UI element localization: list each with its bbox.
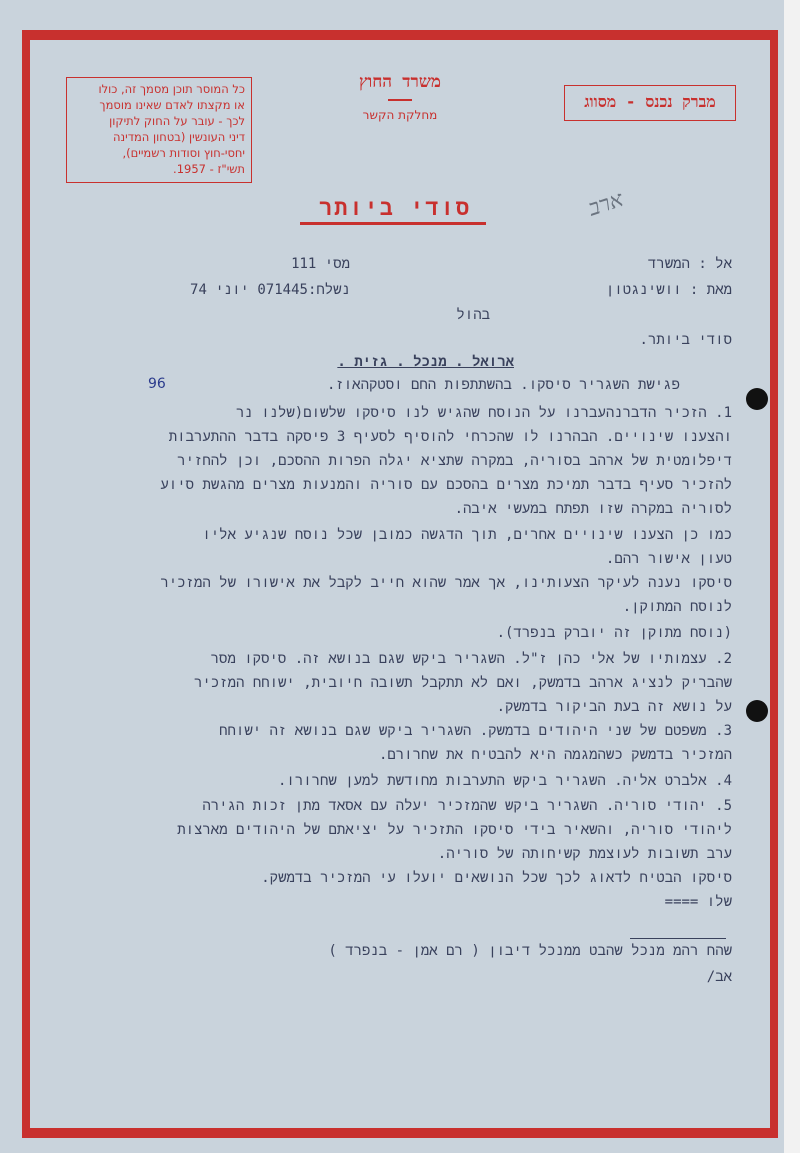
classification-underline	[300, 222, 486, 225]
legal-notice-line: או מקצתו לאדם שאינו מוסמך	[99, 98, 245, 112]
ministry-title: משרד החוץ	[359, 72, 441, 92]
body-line: ערב תשובות לעוצמת קשיחותה של סוריה.	[437, 846, 732, 862]
addressees: ארואל . מנכל . גזית .	[337, 354, 514, 370]
urgency-label: בהול	[456, 307, 490, 323]
body-line: שלו ====	[664, 894, 732, 910]
body-line: והצענו שינויים. הבהרנו לו שהכרחי להוסיף לסעיף 3 פיסקה בדבר ההתערבות	[168, 429, 732, 445]
body-line: 5. יהודי סוריה. השגריר ביקש שהמזכיר יעלה עם אסאד מתן זכות הגירה	[202, 798, 732, 814]
body-line: סיסקו הבטיח לדאוג לכך שכל הנושאים יועלו עי המזכיר בדמשק.	[261, 870, 732, 886]
legal-notice-line: תשי"ז - 1957.	[173, 162, 245, 176]
body-line: להזכיר סעיף בדבר תמיכת מצרים בהסכם עם סוריה והמנעות מצרים מהגשת סיוע	[160, 477, 732, 493]
sent-timestamp: נשלח:071445 יוני 74	[190, 282, 350, 298]
body-line: ליהודי סוריה, והשאיר בידי סיסקו התזכיר על יציאתם של היהודים מארצות	[177, 822, 732, 838]
distribution-line: שהח רהמ מנכל שהבט ממנכל דיבון ( רם אמן - בנפרד )	[328, 943, 732, 959]
legal-notice-line: יחסי-חוץ וסודות רשמיים),	[122, 146, 245, 160]
ministry-rule	[388, 99, 412, 101]
signature-rule	[630, 938, 726, 939]
body-line: (נוסח מתוקן זה יוברק בנפרד).	[496, 625, 732, 641]
body-line: פגישת השגריר סיסקו. בהשתתפות החם וסטקהאוז.	[326, 377, 680, 393]
handwritten-number: 96	[148, 376, 166, 392]
page-edge	[784, 0, 800, 1153]
frame-right	[770, 30, 778, 1138]
body-line: לסוריה במקרה שזו תפתח במעשי איבה.	[454, 501, 732, 517]
frame-bottom	[22, 1128, 778, 1138]
frame-left	[22, 30, 30, 1138]
department-label: מחלקת הקשר	[362, 108, 438, 122]
body-line: כמו כן הצענו שינויים אחרים, תוך הדגשה כמובן שכל נוסח שנגיע אליו	[202, 527, 732, 543]
message-number: מסי 111	[291, 256, 350, 272]
handwritten-note: ארב	[585, 187, 627, 222]
legal-notice-box	[66, 77, 252, 183]
body-line: לנוסח המתוקן.	[622, 599, 732, 615]
body-line: סיסקו נענה לעיקר הצעותינו, אך אמר שהוא חייב לקבל את אישורו של המזכיר	[160, 575, 732, 591]
body-line: טעון אישור רהם.	[605, 551, 732, 567]
frame-top	[22, 30, 778, 40]
legal-notice-line: דיני העונשין (בטחון המדינה	[113, 130, 245, 144]
legal-notice-line: לכך - עובר על החוק לתיקון	[109, 114, 245, 128]
body-line: 3. משפטם של שני היהודים בדמשק. השגריר ביקש שגם בנושא זה ישוחח	[219, 723, 732, 739]
body-line: המזכיר בדמשק כשהמגמה היא להבטיח את שחרורם.	[378, 747, 732, 763]
body-line: 4. אלברט אליה. השגריר ביקש התערבות מחודשת למען שחרורו.	[277, 773, 732, 789]
body-line: שהבריק לנציג ארהב בדמשק, ואם לא תתקבל תשובה חיובית, ישוחח המזכיר	[193, 675, 732, 691]
telegram-type-box: מברק נכנס - מסווג	[564, 85, 736, 121]
body-line: על נושא זה בעת הביקור בדמשק.	[496, 699, 732, 715]
punch-hole	[746, 700, 768, 722]
class-line: סודי ביותר.	[639, 332, 732, 348]
punch-hole	[746, 388, 768, 410]
initials: אב/	[706, 969, 732, 985]
classification-title: סודי ביותר	[318, 196, 472, 221]
from-field: מאת : וושינגטון	[605, 282, 732, 298]
body-line: דיפלומטית של ארהב בסוריה, במקרה שתציא יגלה הפרות ההסכם, וכן להחזיר	[177, 453, 732, 469]
body-line: 2. עצמותיו של אלי כהן ז"ל. השגריר ביקש שגם בנושא זה. סיסקו מסר	[210, 651, 732, 667]
to-field: אל : המשרד	[647, 256, 732, 272]
legal-notice-line: כל המוסר תוכן מסמך זה, כולו	[98, 82, 245, 96]
body-line: 1. הזכיר הדברנהעברנו על הנוסח שהגיש לנו סיסקו שלשום(שלנו נר	[235, 405, 732, 421]
